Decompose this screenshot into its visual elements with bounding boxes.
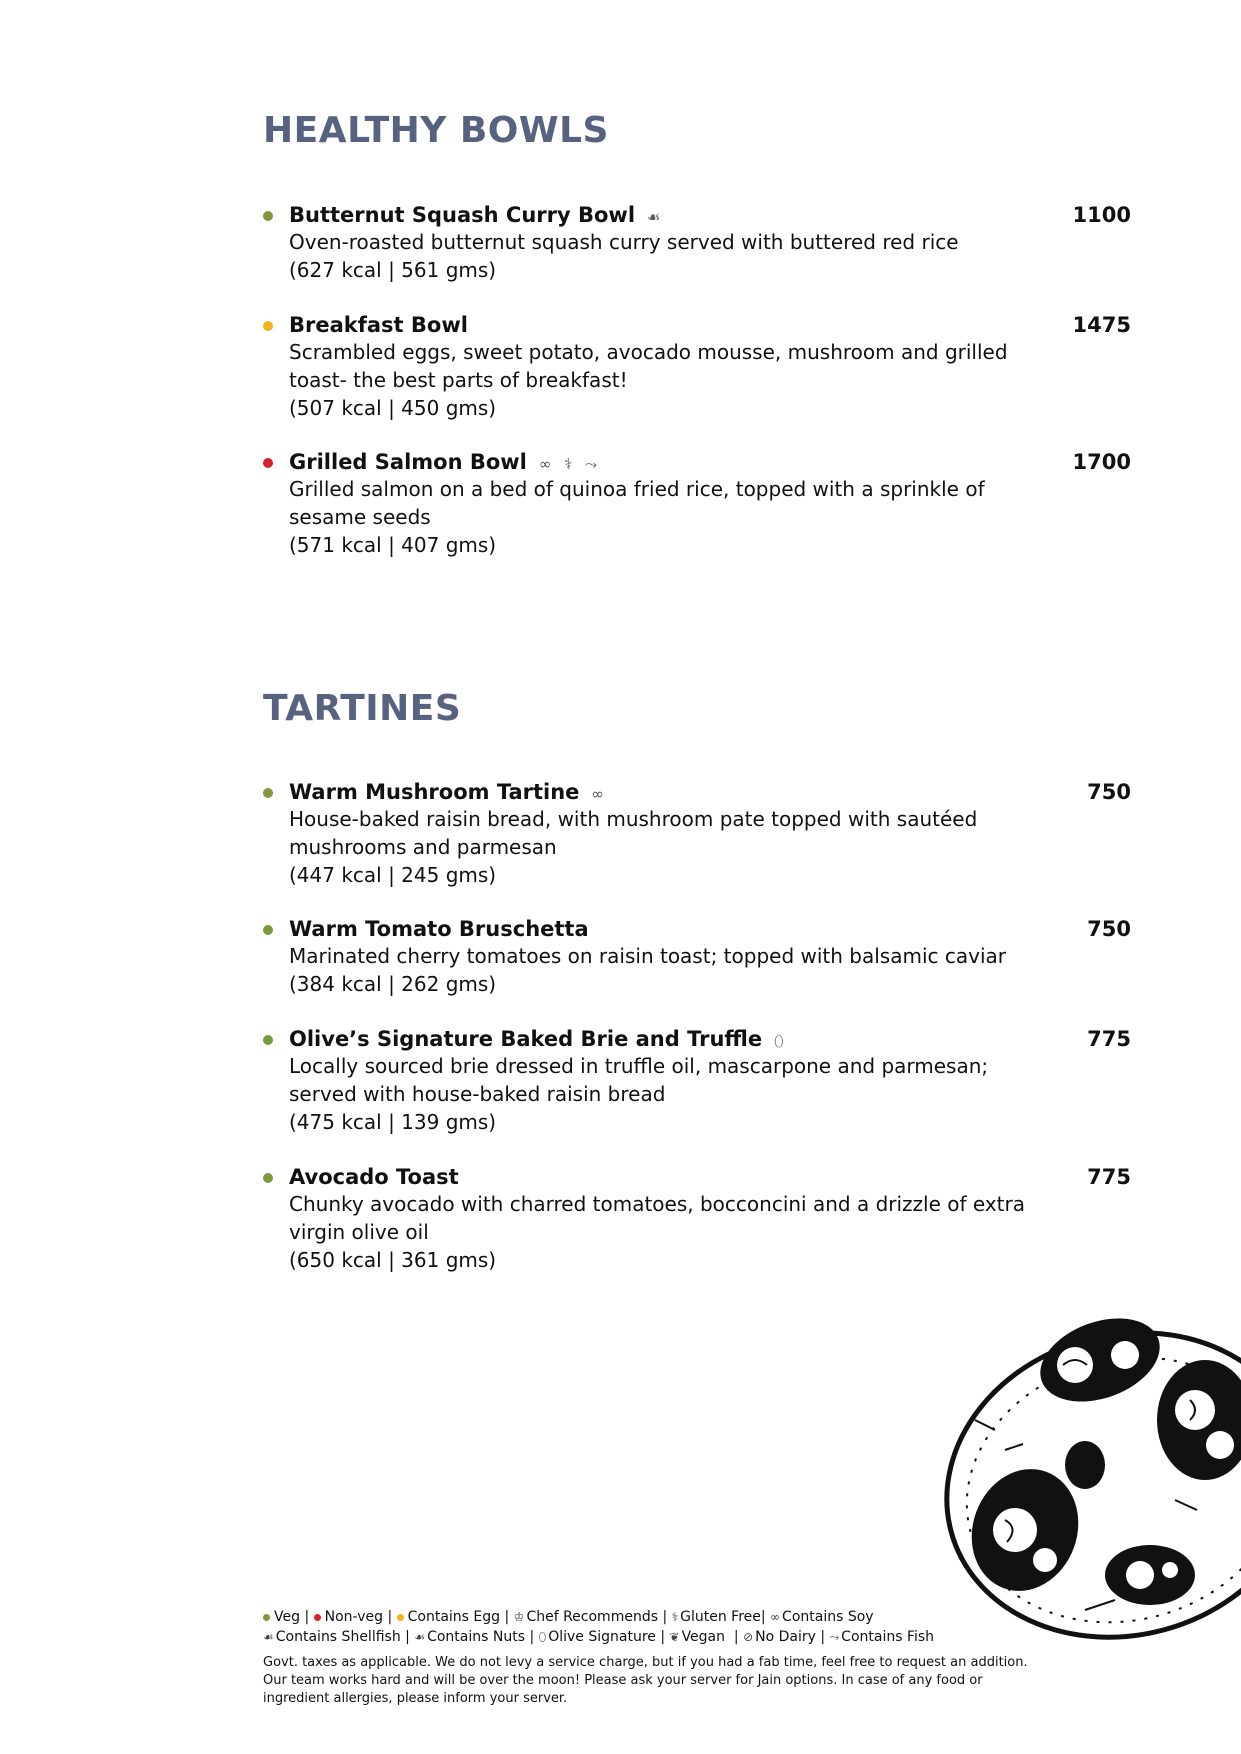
item-description: Marinated cherry tomatoes on raisin toast; topped with balsamic caviar (384 kcal | 262 gms) xyxy=(289,942,1029,998)
item-price: 1100 xyxy=(1072,203,1131,227)
no-dairy-icon: ⊘ xyxy=(743,1630,754,1644)
item-name: Grilled Salmon Bowl ∞ ⚕ ⤳ xyxy=(289,450,602,474)
veg-dot-icon xyxy=(263,1173,273,1183)
item-nutrition: (475 kcal | 139 gms) xyxy=(289,1110,497,1134)
item-price: 750 xyxy=(1087,780,1131,804)
item-nutrition: (571 kcal | 407 gms) xyxy=(289,533,497,557)
egg-dot-icon xyxy=(263,321,273,331)
wheat-icon: ⚕ xyxy=(671,1610,679,1624)
item-price: 775 xyxy=(1087,1027,1131,1051)
legend-chef: Chef Recommends xyxy=(526,1609,658,1625)
legend-vegan: Vegan xyxy=(681,1629,726,1645)
legend-shellfish: Contains Shellfish xyxy=(275,1629,401,1645)
item-name: Olive’s Signature Baked Brie and Truffle ⬯ xyxy=(289,1027,788,1051)
legend-line-2: ☙ Contains Shellfish | ☙ Contains Nuts | ⬯ Olive Signature | ❦ Vegan | ⊘ No Dairy | ⤳ Contains Fish xyxy=(263,1629,935,1645)
pizza-illustration-icon xyxy=(935,1300,1241,1640)
item-price: 750 xyxy=(1087,917,1131,941)
shellfish-icon: ☙ xyxy=(263,1630,274,1644)
item-description: Scrambled eggs, sweet potato, avocado mousse, mushroom and grilled toast- the best parts of breakfast! (507 kcal | 450 gms) xyxy=(289,338,1029,422)
item-price: 1475 xyxy=(1072,313,1131,337)
item-description: House-baked raisin bread, with mushroom pate topped with sautéed mushrooms and parmesan (447 kcal | 245 gms) xyxy=(289,805,1029,889)
legend-nonveg: Non-veg xyxy=(324,1609,383,1625)
item-price: 775 xyxy=(1087,1165,1131,1189)
legend-line-1: Veg | Non-veg | Contains Egg | ♔ Chef Recommends | ⚕ Gluten Free| ∞ Contains Soy xyxy=(263,1607,963,1627)
veg-dot-icon xyxy=(263,788,273,798)
item-description: Locally sourced brie dressed in truffle oil, mascarpone and parmesan; served with house-baked raisin bread (475 kcal | 139 gms) xyxy=(289,1052,1029,1136)
legend-dairy: No Dairy xyxy=(755,1629,816,1645)
item-description: Grilled salmon on a bed of quinoa fried rice, topped with a sprinkle of sesame seeds (571 kcal | 407 gms) xyxy=(289,475,1029,559)
item-name: Butternut Squash Curry Bowl ☙ xyxy=(289,203,665,227)
egg-legend-dot-icon xyxy=(397,1614,404,1621)
olive-icon: ⬯ xyxy=(538,1630,547,1644)
legend-gluten: Gluten Free xyxy=(680,1609,761,1625)
legend-olive: Olive Signature xyxy=(548,1629,656,1645)
dietary-legend xyxy=(263,1607,963,1647)
section-title-tartines: TARTINES xyxy=(263,688,462,729)
item-name: Warm Mushroom Tartine ∞ xyxy=(289,780,608,804)
chef-hat-icon: ♔ xyxy=(513,1610,525,1624)
allergen-icons: ∞ ⚕ ⤳ xyxy=(538,455,602,473)
item-name: Warm Tomato Bruschetta xyxy=(289,917,589,941)
item-price: 1700 xyxy=(1072,450,1131,474)
item-description: Chunky avocado with charred tomatoes, bocconcini and a drizzle of extra virgin olive oil (650 kcal | 361 gms) xyxy=(289,1190,1029,1274)
legend-nuts: Contains Nuts xyxy=(427,1629,526,1645)
tax-footnote: Govt. taxes as applicable. We do not levy a service charge, but if you had a fab time, feel free to request an addition. Our team works hard and will be over the moon! Please ask your server for Jain options. In case of any food or ingredient allergies, please inform your server. xyxy=(263,1655,1028,1706)
item-name: Breakfast Bowl xyxy=(289,313,468,337)
item-nutrition: (650 kcal | 361 gms) xyxy=(289,1248,497,1272)
fish-icon: ⤳ xyxy=(829,1630,840,1644)
soy-icon: ∞ xyxy=(770,1610,781,1624)
veg-dot-icon xyxy=(263,925,273,935)
legend-veg: Veg xyxy=(274,1609,300,1625)
veg-dot-icon xyxy=(263,211,273,221)
legend-soy: Contains Soy xyxy=(782,1609,874,1625)
veg-dot-icon xyxy=(263,1035,273,1045)
allergen-icons: ∞ xyxy=(591,785,608,803)
nonveg-dot-icon xyxy=(263,458,273,468)
item-description: Oven-roasted butternut squash curry served with buttered red rice (627 kcal | 561 gms) xyxy=(289,228,1029,284)
leaf-icon: ❦ xyxy=(669,1630,680,1644)
veg-legend-dot-icon xyxy=(263,1614,270,1621)
nonveg-legend-dot-icon xyxy=(314,1614,321,1621)
item-nutrition: (507 kcal | 450 gms) xyxy=(289,396,497,420)
allergen-icons: ⬯ xyxy=(774,1032,788,1050)
section-title-healthy-bowls: HEALTHY BOWLS xyxy=(263,110,609,151)
item-nutrition: (447 kcal | 245 gms) xyxy=(289,863,497,887)
legend-fish: Contains Fish xyxy=(841,1629,935,1645)
item-nutrition: (384 kcal | 262 gms) xyxy=(289,972,497,996)
nut-icon: ☙ xyxy=(414,1630,426,1644)
legend-egg: Contains Egg xyxy=(407,1609,501,1625)
item-nutrition: (627 kcal | 561 gms) xyxy=(289,258,497,282)
item-name: Avocado Toast xyxy=(289,1165,459,1189)
allergen-icons: ☙ xyxy=(647,208,665,226)
